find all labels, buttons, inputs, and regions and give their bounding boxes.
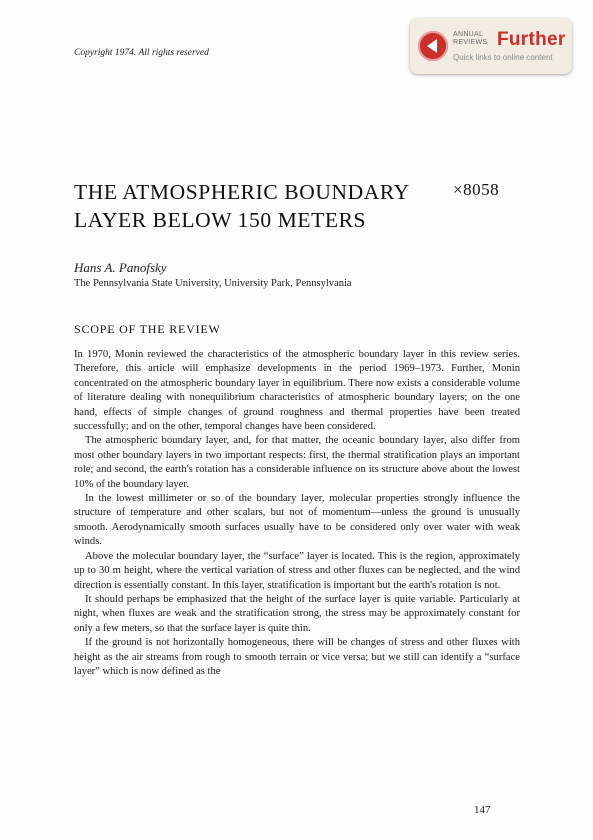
page-number: 147	[474, 804, 491, 816]
author-name: Hans A. Panofsky	[74, 260, 167, 275]
paragraph: The atmospheric boundary layer, and, for that matter, the oceanic boundary layer, also differ from most other boundary layers in two important respects: first, the thermal stratification plays an important role; and second, the earth's rotation has a considerable influence on its structure above about the lowest 10% of the boundary layer.	[74, 435, 520, 490]
paragraph: It should perhaps be emphasized that the height of the surface layer is quite variable. Particularly at night, when fluxes are weak and the stratification strong, the stress may be approximately constant for only a few meters, so that the surface layer is quite thin.	[74, 593, 520, 634]
paragraph: Above the molecular boundary layer, the “surface” layer is located. This is the region, approximately up to 30 m height, where the vertical variation of stress and other fluxes can be neglected, and the wind direction is essentially constant. In this layer, stratification is important but the earth's rotation is not.	[74, 550, 520, 591]
section-heading: SCOPE OF THE REVIEW	[74, 322, 221, 336]
play-back-icon	[418, 31, 448, 61]
paragraph: In the lowest millimeter or so of the boundary layer, molecular properties strongly influence the structure of temperature and other scalars, but not of momentum—unless the ground is unusually smooth. Aerodynamically smooth surfaces usually have to be considered only over water with weak winds.	[74, 493, 520, 548]
article-title: THE ATMOSPHERIC BOUNDARY LAYER BELOW 150 METERS	[74, 180, 409, 232]
badge-further: Further	[497, 29, 566, 50]
badge-publisher	[453, 31, 487, 47]
badge-reviews: REVIEWS	[453, 39, 488, 46]
paragraph: In 1970, Monin reviewed the characteristics of the atmospheric boundary layer in this review series. Therefore, this article will emphasize developments in the period 1969–1973. Further, Monin concentrated on the atmospheric boundary layer in equilibrium. There now exists a considerable volume of literature dealing with nonequilibrium characteristics of atmospheric boundary layers; on the one hand, effects of simple changes of ground roughness and thermal properties have been treated successfully; and on the other, temporal changes have been considered.	[74, 349, 520, 433]
article-code: ×8058	[453, 180, 500, 199]
paragraph: If the ground is not horizontally homogeneous, there will be changes of stress and other fluxes with height as the air streams from rough to smooth terrain or vice versa; but we still can identify a “surface layer” which is now defined as the	[74, 637, 520, 677]
author-affiliation: The Pennsylvania State University, University Park, Pennsylvania	[74, 278, 352, 289]
article-body	[74, 348, 520, 679]
further-badge[interactable]	[410, 18, 572, 74]
badge-annual: ANNUAL	[453, 31, 484, 38]
copyright-notice: Copyright 1974. All rights reserved	[74, 48, 209, 58]
badge-subtitle: Quick links to online content	[453, 53, 553, 62]
